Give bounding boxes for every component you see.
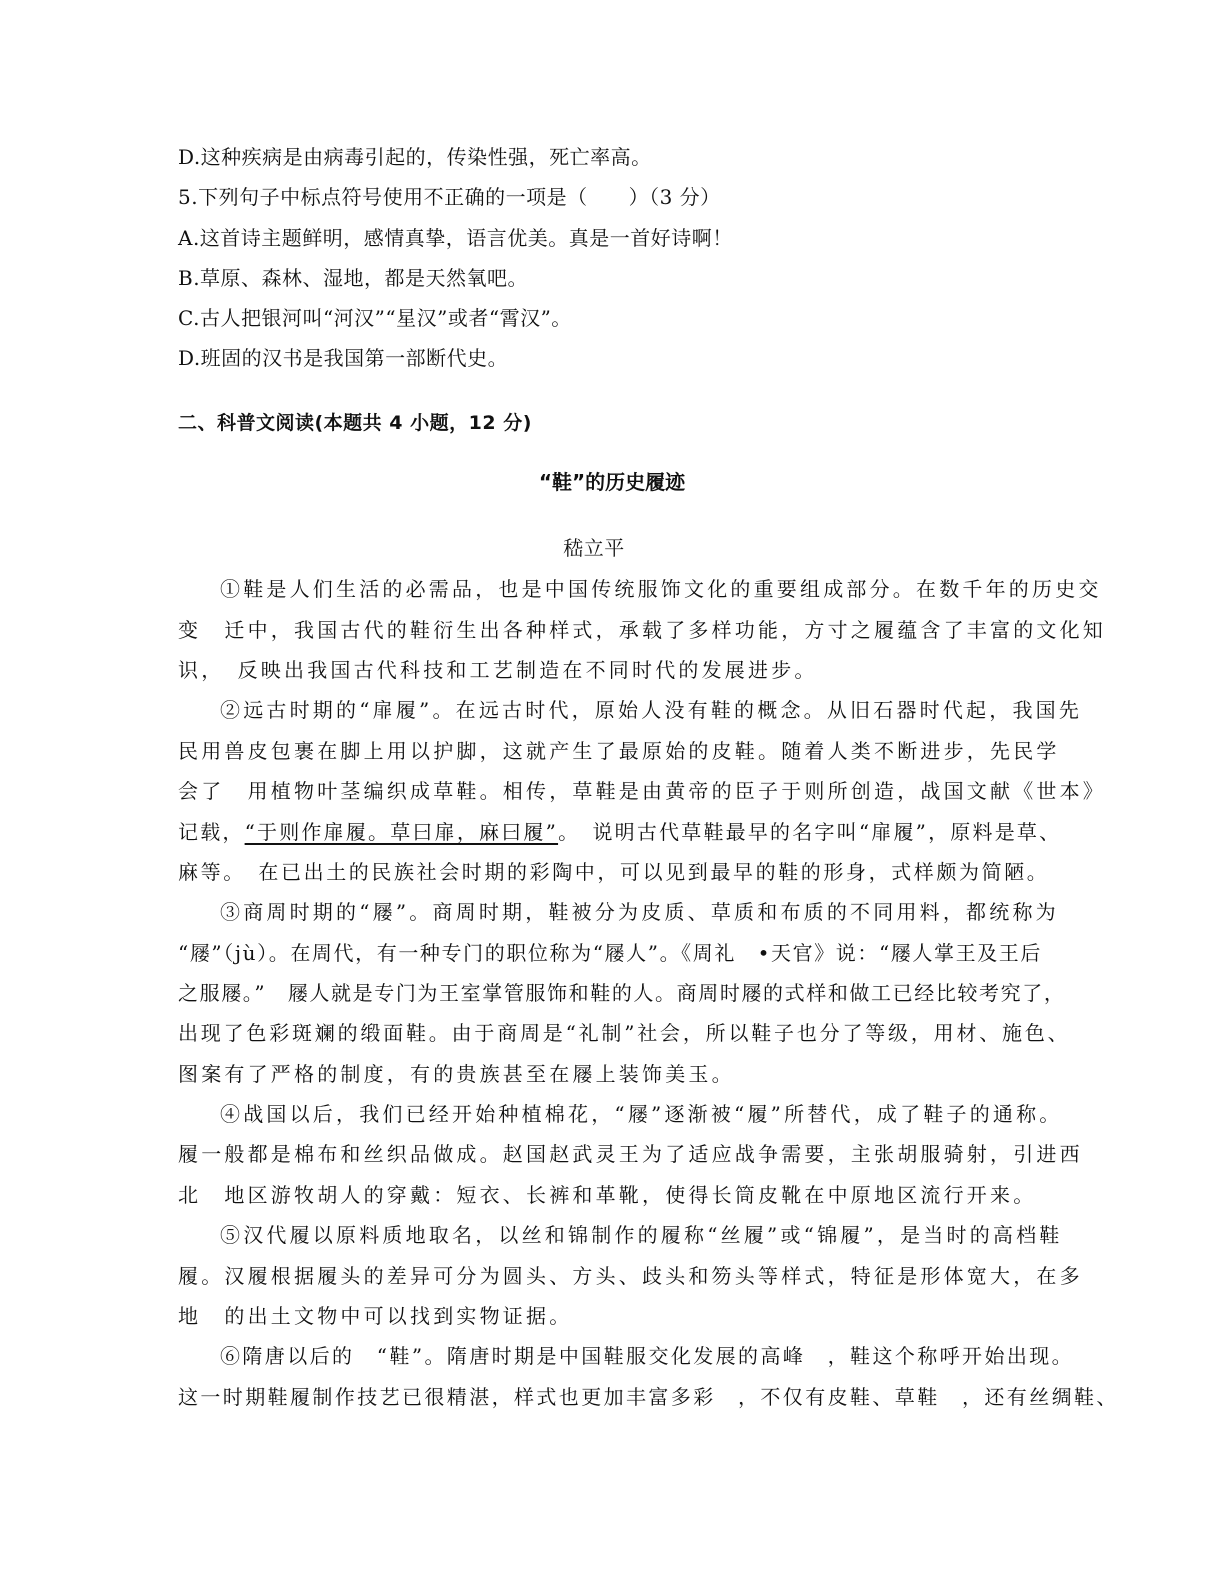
p2-line-1: ②远古时期的“扉履”。在远古时代，原始人没有鞋的概念。从旧石器时代起，我国先 <box>220 698 1083 722</box>
q5-option-b: B.草原、森林、湿地，都是天然氧吧。 <box>178 266 529 290</box>
q5-option-a: A.这首诗主题鲜明，感情真挚，语言优美。真是一首好诗啊！ <box>178 226 733 250</box>
article-title: “鞋”的历史履迹 <box>538 470 686 494</box>
p3-line-2: “屦”（jù）。在周代，有一种专门的职位称为“屦人”。《周礼 •天官》说：“屦人掌王及王后 <box>178 941 1043 965</box>
p3-line-5: 图案有了严格的制度，有的贵族甚至在屦上装饰美玉。 <box>178 1062 735 1086</box>
section-heading: 二、科普文阅读(本题共 4 小题，12 分) <box>178 412 532 434</box>
p4-line-3: 北 地区游牧胡人的穿戴：短衣、长裤和革靴，使得长筒皮靴在中原地区流行开来。 <box>178 1183 1037 1207</box>
p2-line-2: 民用兽皮包裹在脚上用以护脚，这就产生了最原始的皮鞋。随着人类不断进步，先民学 <box>178 739 1060 763</box>
p5-line-2: 履。汉履根据履头的差异可分为圆头、方头、歧头和笏头等样式，特征是形体宽大，在多 <box>178 1264 1083 1288</box>
p2-line-4-pre: 记载， <box>178 820 245 844</box>
article-author: 嵇立平 <box>563 536 625 560</box>
p4-line-1: ④战国以后，我们已经开始种植棉花，“屦”逐渐被“履”所替代，成了鞋子的通称。 <box>220 1102 1063 1126</box>
q4-option-d: D.这种疾病是由病毒引起的，传染性强，死亡率高。 <box>178 145 652 169</box>
p1-line-1: ①鞋是人们生活的必需品，也是中国传统服饰文化的重要组成部分。在数千年的历史交 <box>220 577 1102 601</box>
p6-line-1: ⑥隋唐以后的 “鞋”。隋唐时期是中国鞋服交化发展的高峰 ，鞋这个称呼开始出现。 <box>220 1344 1075 1368</box>
p2-line-5: 麻等。 在已出土的民族社会时期的彩陶中，可以见到最早的鞋的形身，式样颇为简陋。 <box>178 860 1050 884</box>
p2-line-3: 会了 用植物叶茎编织成草鞋。相传，草鞋是由黄帝的臣子于则所创造，战国文献《世本》 <box>178 779 1106 803</box>
p3-line-3: 之服屦。” 屦人就是专门为王室掌管服饰和鞋的人。商周时屦的式样和做工已经比较考究了， <box>178 981 1066 1005</box>
q5-option-c: C.古人把银河叫“河汉”“星汉”或者“霄汉”。 <box>178 306 572 330</box>
p1-line-3: 识， 反映出我国古代科技和工艺制造在不同时代的发展进步。 <box>178 658 818 682</box>
p5-line-1: ⑤汉代履以原料质地取名，以丝和锦制作的履称“丝履”或“锦履”，是当时的高档鞋 <box>220 1223 1063 1247</box>
p2-line-4-post: 。 说明古代草鞋最早的名字叫“扉履”，原料是草、 <box>558 820 1062 844</box>
p2-line-4 <box>178 820 1061 844</box>
p3-line-1: ③商周时期的“屦”。商周时期，鞋被分为皮质、草质和布质的不同用料，都统称为 <box>220 900 1059 924</box>
q5-stem: 5.下列句子中标点符号使用不正确的一项是（ ）（3 分） <box>178 185 721 209</box>
underlined-quote: “于则作扉履。草曰扉，麻曰履” <box>244 820 559 844</box>
p1-line-2: 变 迁中，我国古代的鞋衍生出各种样式，承载了多样功能，方寸之履蕴含了丰富的文化知 <box>178 618 1106 642</box>
p4-line-2: 履一般都是棉布和丝织品做成。赵国赵武灵王为了适应战争需要，主张胡服骑射，引进西 <box>178 1142 1083 1166</box>
p6-line-2: 这一时期鞋履制作技艺已很精湛，样式也更加丰富多彩 ，不仅有皮鞋、草鞋 ，还有丝绸鞋、 <box>178 1385 1119 1409</box>
q5-option-d: D.班固的汉书是我国第一部断代史。 <box>178 346 509 370</box>
p5-line-3: 地 的出土文物中可以找到实物证据。 <box>178 1304 573 1328</box>
p3-line-4: 出现了色彩斑斓的缎面鞋。由于商周是“礼制”社会，所以鞋子也分了等级，用材、施色、 <box>178 1021 1071 1045</box>
